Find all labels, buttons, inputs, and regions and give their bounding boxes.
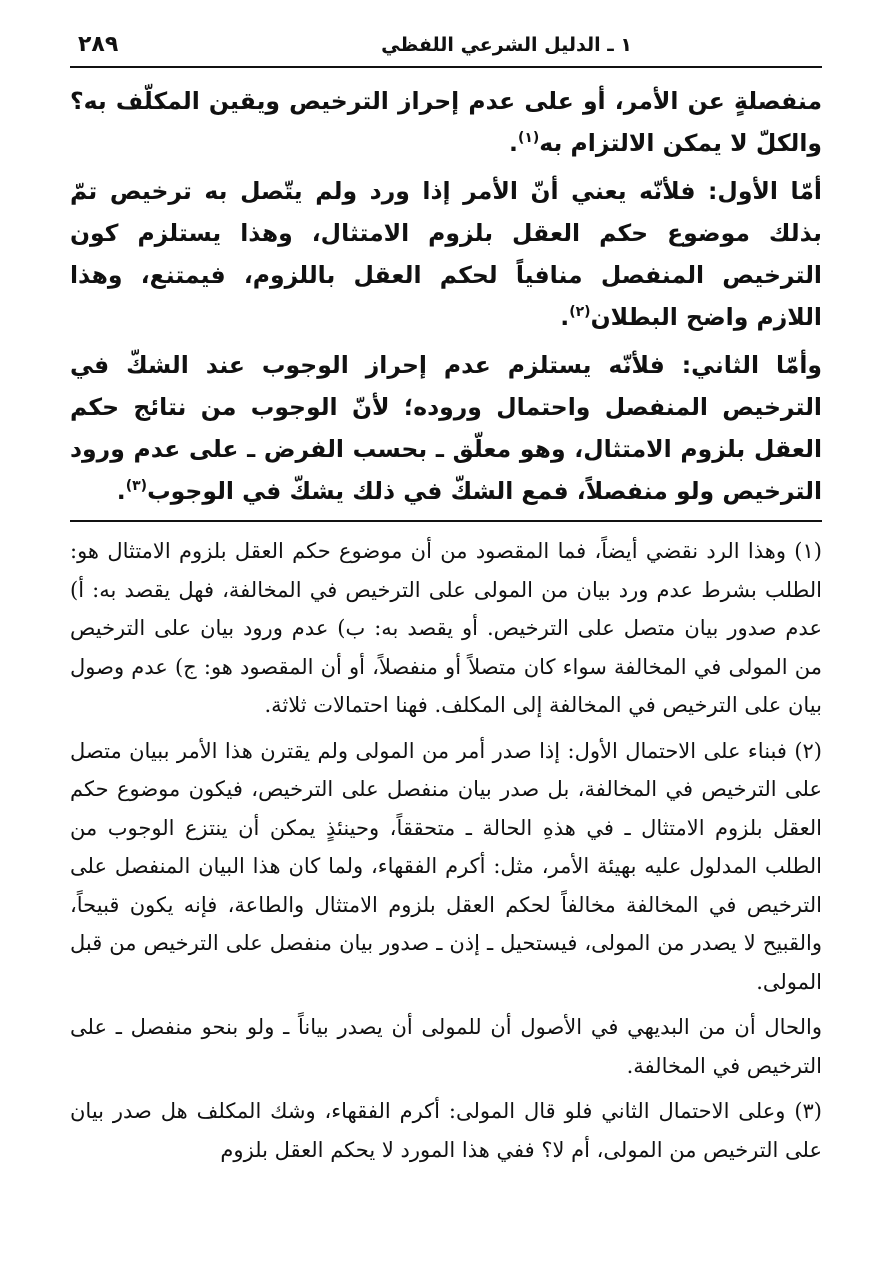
footnote-reference: (١)	[517, 130, 540, 147]
footnote: (٢) فبناء على الاحتمال الأول: إذا صدر أمر من المولى ولم يقترن هذا الأمر ببيان متصل على الترخيص في المخالفة، بل صدر بيان منفصل على الترخيص، فيكون موضوع حكم العقل بلزوم الامتثال ـ في هذهِ الحالة ـ متحققاً، وحينئذٍ يمكن أن ينتزع الوجوب من الطلب المدلول عليه بهيئة الأمر، مثل: أكرم الفقهاء، ولما كان هذا البيان المنفصل على الترخيص في المخالفة مخالفاً لحكم العقل بلزوم الامتثال والطاعة، فإنه يكون قبيحاً، والقبيح لا يصدر من المولى، فيستحيل ـ إذن ـ صدور بيان منفصل على الترخيص من قبل المولى.	[70, 738, 822, 994]
footnote-reference: (٣)	[125, 478, 148, 495]
paragraph-text: وأمّا الثاني: فلأنّه يستلزم عدم إحراز الوجوب عند الشكّ في الترخيص المنفصل واحتمال وروده؛ لأنّ الوجوب من نتائج حكم العقل بلزوم الامتثال، وهو معلّق ـ بحسب الفرض ـ على عدم ورود الترخيص ولو منفصلاً، فمع الشكّ في ذلك يشكّ في الوجوب	[70, 351, 822, 505]
paragraph-text: منفصلةٍ عن الأمر، أو على عدم إحراز الترخيص ويقين المكلّف به؟ والكلّ لا يمكن الالتزام به	[70, 87, 822, 157]
footnote-continuation: والحال أن من البديهي في الأصول أن للمولى أن يصدر بياناً ـ ولو بنحو منفصل ـ على الترخيص في المخالفة.	[70, 1015, 822, 1078]
paragraph: وأمّا الثاني: فلأنّه يستلزم عدم إحراز الوجوب عند الشكّ في الترخيص المنفصل واحتمال وروده؛ لأنّ الوجوب من نتائج حكم العقل بلزوم الامتثال، وهو معلّق ـ بحسب الفرض ـ على عدم ورود الترخيص ولو منفصلاً، فمع الشكّ في ذلك يشكّ في الوجوب$^{(٣)}$.	[70, 351, 822, 505]
footnote-reference: (٢)	[569, 304, 591, 321]
footnotes	[70, 532, 822, 1169]
paragraph: أمّا الأول: فلأنّه يعني أنّ الأمر إذا ورد ولم يتّصل به ترخيص تمّ بذلك موضوع حكم العقل بلزوم الامتثال، وهذا يستلزم كون الترخيص المنفصل منافياً لحكم العقل باللزوم، فيمتنع، وهذا اللازم واضح البطلان$^{(٢)}$.	[70, 177, 822, 331]
footnote-divider	[70, 520, 822, 522]
running-header	[70, 30, 822, 68]
page-number: ٢٨٩	[78, 32, 119, 57]
footnote: (٣) وعلى الاحتمال الثاني فلو قال المولى: أكرم الفقهاء، وشك المكلف هل صدر بيان على الترخيص من المولى، أم لا؟ ففي هذا المورد لا يحكم العقل بلزوم	[70, 1099, 822, 1162]
paragraph: منفصلةٍ عن الأمر، أو على عدم إحراز الترخيص ويقين المكلّف به؟ والكلّ لا يمكن الالتزام به$^{(١)}$.	[70, 87, 822, 157]
footnote: (١) وهذا الرد نقضي أيضاً، فما المقصود من أن موضوع حكم العقل بلزوم الامتثال هو: الطلب بشرط عدم ورد بيان من المولى على الترخيص في المخالفة، فهل يقصد به: أ) عدم صدور بيان متصل على الترخيص. أو يقصد به: ب) عدم ورود بيان على الترخيص من المولى في المخالفة سواء كان متصلاً أو منفصلاً، أو أن المقصود هو: ج) عدم وصول بيان على الترخيص في المخالفة إلى المكلف. فهنا احتمالات ثلاثة.	[70, 539, 822, 717]
main-text	[70, 80, 822, 512]
paragraph-text: أمّا الأول: فلأنّه يعني أنّ الأمر إذا ورد ولم يتّصل به ترخيص تمّ بذلك موضوع حكم العقل بلزوم الامتثال، وهذا يستلزم كون الترخيص المنفصل منافياً لحكم العقل باللزوم، فيمتنع، وهذا اللازم واضح البطلان	[70, 177, 822, 331]
chapter-title: ١ ـ الدليل الشرعي اللفظي	[381, 34, 632, 56]
book-page	[70, 30, 822, 1176]
